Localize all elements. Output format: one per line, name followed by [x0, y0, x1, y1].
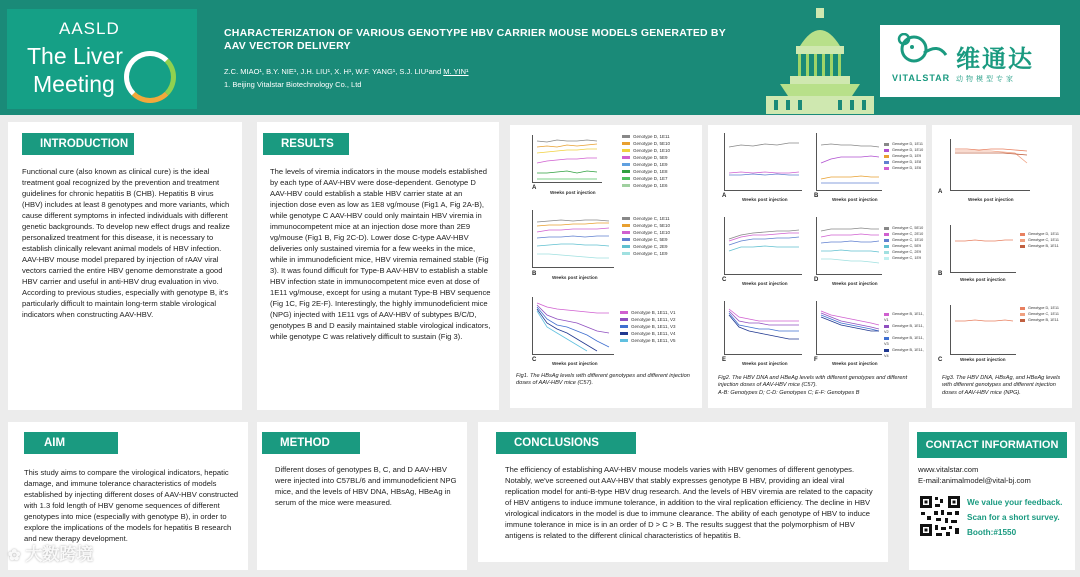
legend-text: Genotype C, 5E9	[892, 244, 922, 248]
fig2-label-c: C	[722, 277, 727, 283]
fig1-lines-c	[533, 297, 615, 355]
legend-item	[620, 330, 675, 337]
fig2-xlabel-c: Weeks post injection	[742, 281, 788, 286]
fig2-plot-c	[724, 217, 802, 275]
fig2-plot-a	[724, 133, 802, 191]
mouse-logo-icon	[892, 33, 950, 71]
fig1-label-c: C	[532, 357, 537, 363]
fig2-lines-e	[725, 301, 803, 355]
fig2-label-e: E	[722, 357, 727, 363]
legend-text: Genotype D, 1E11	[1028, 232, 1059, 236]
fig2-label-d: D	[814, 277, 819, 283]
fig1-legend-a	[622, 133, 670, 189]
legend-text: Genotype C, 1E11	[1028, 238, 1059, 242]
legend-item	[622, 175, 670, 182]
method-title: METHOD	[262, 432, 360, 454]
legend-text: Genotype C, 2E10	[892, 232, 924, 236]
aasld-logo	[7, 9, 197, 109]
fig2-legend-d	[884, 225, 923, 261]
legend-text: Genotype D, 1E8	[633, 169, 668, 174]
legend-item	[1020, 317, 1059, 323]
fig2-label-b: B	[814, 193, 819, 199]
watermark	[8, 540, 93, 565]
fig3-legend-c	[1020, 305, 1059, 323]
legend-text: Genotype C, 5E10	[633, 223, 671, 228]
legend-item	[884, 347, 926, 359]
contact-title: CONTACT INFORMATION	[917, 432, 1067, 458]
legend-text: Genotype D, 1E10	[892, 148, 924, 152]
logo-cn: 维通达	[956, 46, 1034, 73]
fig3-xlabel-b: Weeks post injection	[960, 277, 1006, 282]
affiliation: 1. Beijing Vitalstar Biotechnology Co., Ltd	[224, 80, 362, 89]
legend-text: Genotype D, 5E9	[633, 155, 668, 160]
aasld-ring-icon	[124, 51, 176, 103]
legend-text: Genotype D, 5E10	[633, 141, 671, 146]
legend-text: Genotype D, 1E11	[892, 142, 923, 146]
legend-item	[884, 335, 926, 347]
watermark-logo-icon: ✿	[8, 547, 21, 564]
fig3-plot-c	[950, 305, 1016, 355]
legend-text: Genotype C, 2E9	[892, 250, 922, 254]
legend-text: Genotype C, 1E10	[892, 238, 924, 242]
legend-item	[622, 168, 670, 175]
fig1-plot-a	[532, 135, 602, 183]
fig1-lines-b	[533, 210, 615, 268]
fig2-label-f: F	[814, 357, 818, 363]
fig1-legend-b	[622, 215, 670, 257]
legend-text: Genotype B, 1E11, V1	[631, 310, 676, 315]
fig3-label-b: B	[938, 271, 943, 277]
fig2-caption-line2: A-B: Genotypes D; C-D: Genotypes C; E-F: Genotypes B	[718, 389, 860, 396]
watermark-text: 大数跨境	[25, 545, 94, 564]
fig1-xlabel-a: Weeks post injection	[550, 190, 596, 195]
fig1-caption: Fig1. The HBsAg levels with different genotypes and different injection doses of AAV-HBV mice (C57).	[516, 373, 690, 387]
fig1-xlabel-b: Weeks post injection	[552, 275, 598, 280]
legend-item	[622, 243, 670, 250]
fig2-label-a: A	[722, 193, 727, 199]
fig2-xlabel-d: Weeks post injection	[832, 281, 878, 286]
legend-text: Genotype C, 1E11	[633, 216, 670, 221]
fig3-xlabel-a: Weeks post injection	[968, 197, 1014, 202]
figure-1	[510, 125, 702, 408]
figure-2	[708, 125, 926, 408]
fig3-caption: Fig3. The HBV DNA, HBsAg, and HBeAg levels with different genotypes and different injection doses of AAV-HBV mice (NPG).	[942, 375, 1061, 396]
conclusions-title: CONCLUSIONS	[496, 432, 636, 454]
fig1-label-b: B	[532, 271, 537, 277]
fig3-lines-a	[951, 139, 1031, 191]
legend-item	[620, 309, 675, 316]
introduction-title: INTRODUCTION	[22, 133, 134, 155]
fig3-lines-b	[951, 225, 1017, 273]
legend-text: Genotype D, 1E9	[892, 154, 922, 158]
legend-text: Genotype B, 1E11, V4	[631, 331, 676, 336]
fig1-legend-c	[620, 309, 675, 344]
fig2-caption-line1: Fig2. The HBV DNA and HBeAg levels with different genotypes and different injection doses of AAV-HBV mice (C57).	[718, 375, 908, 389]
fig2-plot-f	[816, 301, 882, 355]
results-title: RESULTS	[263, 133, 349, 155]
legend-text: Genotype C, 1E9	[633, 251, 668, 256]
legend-text: Genotype C, 1E11	[1028, 312, 1059, 316]
capitol-dome-icon	[760, 6, 880, 114]
org-line3: Meeting	[33, 71, 115, 97]
survey-qr-code-icon[interactable]	[918, 494, 962, 538]
legend-text: Genotype C, 5E10	[892, 226, 924, 230]
author-list: Z.C. MIAO¹, B.Y. NIE¹, J.H. LIU¹, X. H¹, W.F. YANG¹, S.J. LIU¹and	[224, 67, 442, 76]
legend-text: Genotype D, 1E11	[633, 134, 670, 139]
fig1-label-a: A	[532, 185, 537, 191]
aim-title: AIM	[24, 432, 118, 454]
poster-title: CHARACTERIZATION OF VARIOUS GENOTYPE HBV CARRIER MOUSE MODELS GENERATED BY AAV VECTOR DELIVERY	[224, 27, 726, 52]
legend-item	[622, 133, 670, 140]
fig2-lines-c	[725, 217, 803, 275]
legend-text: Genotype B, 1E11, V3	[884, 336, 924, 346]
legend-item	[884, 323, 926, 335]
fig2-xlabel-f: Weeks post injection	[832, 361, 878, 366]
org-line1: AASLD	[59, 19, 120, 38]
legend-item	[884, 255, 923, 261]
legend-item	[622, 215, 670, 222]
feedback-line: We value your feedback.	[967, 498, 1063, 507]
contact-website[interactable]: www.vitalstar.com	[918, 465, 979, 474]
legend-text: Genotype B, 1E11, V5	[631, 338, 676, 343]
legend-text: Genotype B, 1E11	[1028, 318, 1059, 322]
legend-text: Genotype D, 1E8	[892, 160, 922, 164]
legend-item	[622, 147, 670, 154]
legend-item	[622, 140, 670, 147]
fig1-plot-b	[532, 210, 614, 268]
booth-line: Booth:#1550	[967, 528, 1017, 537]
authors	[224, 67, 469, 76]
aim-text: This study aims to compare the virological indicators, hepatic damage, and immune tolerance characteristics of models established by injecting different doses of AAV-HBV constructed with 1.3 fold length of HBV genome sequences of different genotypes into mice (especially with genotype B), in order to explore the implications of the models for hepatitis B research and new therapy development.	[24, 468, 239, 543]
fig2-plot-d	[816, 217, 882, 275]
fig3-label-c: C	[938, 357, 943, 363]
legend-text: Genotype B, 1E11, V1	[884, 312, 924, 322]
legend-item	[622, 161, 670, 168]
legend-text: Genotype D, 1E6	[633, 183, 668, 188]
legend-item	[1020, 243, 1059, 249]
poster-header	[0, 0, 1080, 115]
legend-item	[622, 250, 670, 257]
fig3-lines-c	[951, 305, 1017, 355]
legend-item	[884, 311, 926, 323]
legend-item	[620, 316, 675, 323]
logo-sub: 动物模型专家	[956, 76, 1016, 83]
legend-text: Genotype C, 5E9	[633, 237, 668, 242]
legend-item	[884, 165, 923, 171]
fig2-lines-f	[817, 301, 883, 355]
legend-text: Genotype B, 1E11, V2	[884, 324, 924, 334]
legend-item	[622, 229, 670, 236]
corresponding-author: M. YIN¹	[443, 67, 469, 76]
fig3-label-a: A	[938, 189, 943, 195]
fig1-lines-a	[533, 135, 603, 183]
fig2-caption	[718, 375, 924, 397]
vitalstar-logo	[880, 25, 1060, 97]
legend-text: Genotype D, 1E11	[1028, 306, 1059, 310]
fig2-lines-a	[725, 133, 803, 191]
fig3-plot-b	[950, 225, 1016, 273]
fig2-lines-d	[817, 217, 883, 275]
fig2-xlabel-e: Weeks post injection	[742, 361, 788, 366]
fig2-legend-f	[884, 311, 926, 359]
legend-item	[622, 154, 670, 161]
legend-text: Genotype B, 1E11, V3	[631, 324, 676, 329]
legend-item	[620, 323, 675, 330]
legend-text: Genotype D, 1E7	[633, 176, 668, 181]
logo-en: VITALSTAR	[892, 73, 951, 83]
legend-text: Genotype B, 1E11	[1028, 244, 1059, 248]
fig1-xlabel-c: Weeks post injection	[552, 361, 598, 366]
legend-text: Genotype B, 1E11, V4	[884, 348, 924, 358]
contact-email[interactable]: E-mail:animalmodel@vital-bj.com	[918, 476, 1031, 485]
fig2-xlabel-b: Weeks post injection	[832, 197, 878, 202]
fig2-plot-e	[724, 301, 802, 355]
fig3-legend-b	[1020, 231, 1059, 249]
results-text: The levels of viremia indicators in the mouse models established by each type of AAV-HBV were dose-dependent. Genotype D AAV-HBV could establish a stable HBV carrier state at an injection dose even as low as 1E8 vg/mouse (Fig1 A, Fig 2A-B), while genotype C AAV-HBV could only maintain HBV viremia in immunocompetent mice at an injection dose more than 2E9 vg/mouse (Fig1 B, Fig 2C-D). Lower dose C-type AAV-HBV deliveries only sustained viremia for a few weeks in the mice, while in immunodeficient mice, HBV viremia remained stable (Fig 3). It was found difficult for Type-B AAV-HBV to establish a stable HBV infection state in immunocompetent mice even at dose of 1E11 vg/mouse, except for using a mutant Type-B HBV sequence (Fig 1C, Fig 2E-F). Interestingly, the highly immunodeficient mice (NPG) injected with 1E11 vgs of AAV-HBV of subtypes B/C/D, genotypes B and D easily maintained stable virological indicators, while genotype C was relatively difficult to sustain (Fig 3).	[270, 167, 491, 341]
org-line2: The Liver	[27, 43, 123, 69]
legend-text: Genotype D, 1E9	[633, 162, 668, 167]
legend-text: Genotype C, 2E9	[633, 244, 668, 249]
legend-item	[622, 236, 670, 243]
fig2-lines-b	[817, 133, 883, 191]
conclusions-text: The efficiency of establishing AAV-HBV mouse models varies with HBV genomes of different genotypes. Notably, we've screened out AAV-HBV that stably expresses genotype B HBV, providing an ideal viral replication model for anti-B-type HBV drug research. And the levels of HBV viremia are related to the capacity of HBV antigens to induce immune tolerance, in addition to the viral replication efficiency. The decline in HBV virological indicators in the model is due to immune clearance. The ability of each genotype of HBV to induce immune tolerance in mice is in an order of D > C > B. The results suggest that the polymorphism of HBV antigens is related to the different clinical characteristics of hepatitis B.	[505, 465, 873, 540]
survey-text	[967, 495, 1062, 540]
fig3-plot-a	[950, 139, 1030, 191]
method-text: Different doses of genotypes B, C, and D AAV-HBV were injected into C57BL/6 and immunodeficient NPG mice, and the levels of HBV DNA, HBsAg, HBeAg in serum of the mice were measured.	[275, 465, 457, 507]
fig3-xlabel-c: Weeks post injection	[960, 357, 1006, 362]
legend-text: Genotype C, 1E9	[892, 256, 922, 260]
introduction-text: Functional cure (also known as clinical cure) is the ideal treatment goal recognized by the prevention and treatment guidelines for chronic hepatitis B (CHB). Hepatitis B virus (HBV) includes at least 8 genotypes and more variants, which cause different symptoms in infected individuals with different genetic backgrounds. To develop new effect drugs and realize personalized treatment for this disease, it is necessary to establish clinically relevant animal models of HBV infection. AAV-HBV mouse model prepared by injection of rAAV viral vectors carried the entire HBV genome demonstrate a good HBV carrier and useful in anti-HBV drug evaluation in vivo. According to previous studies, especially with genotype B, it's particularly difficult to maintain long-term stable virological indicators when constructing AAV-HBV.	[22, 167, 230, 319]
legend-item	[622, 222, 670, 229]
legend-text: Genotype B, 1E11, V2	[631, 317, 676, 322]
legend-item	[620, 337, 675, 344]
legend-item	[622, 182, 670, 189]
fig2-legend-b	[884, 141, 923, 171]
fig1-plot-c	[532, 297, 614, 355]
legend-text: Genotype D, 1E10	[633, 148, 671, 153]
fig2-xlabel-a: Weeks post injection	[742, 197, 788, 202]
legend-text: Genotype C, 1E10	[633, 230, 671, 235]
survey-line: Scan for a short survey.	[967, 513, 1060, 522]
fig2-plot-b	[816, 133, 882, 191]
figure-3	[932, 125, 1072, 408]
legend-text: Genotype D, 1E6	[892, 166, 922, 170]
